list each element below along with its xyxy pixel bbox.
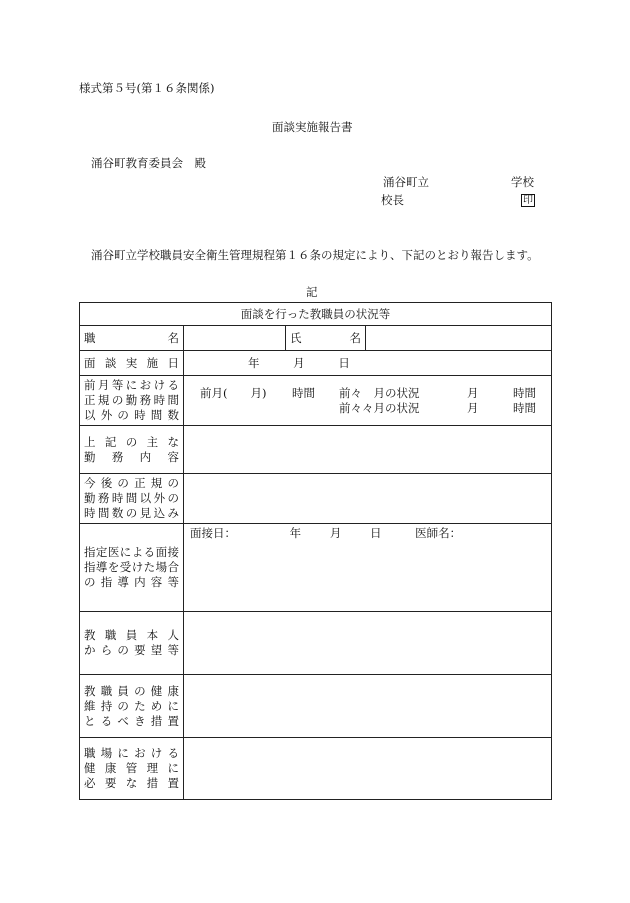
name-value[interactable] [366, 326, 552, 351]
date-row [80, 351, 552, 376]
workplace-measures-label [80, 738, 184, 800]
overtime-value[interactable] [184, 376, 552, 426]
request-label [80, 612, 184, 675]
interview-day: 日 [369, 526, 382, 540]
interview-month: 月 [329, 526, 342, 540]
workplace-measures-row [80, 738, 552, 800]
health-measures-value[interactable] [184, 675, 552, 738]
overtime-label-line2: 正規の勤務時間 [84, 393, 179, 407]
date-year: 年 [248, 355, 260, 370]
health-measures-row [80, 675, 552, 738]
school-suffix: 学校 [511, 175, 534, 189]
future-overtime-line1: 今後の正規の [84, 476, 179, 490]
interview-date-label: 面接日： [190, 526, 236, 540]
doctor-label [80, 524, 184, 612]
doctor-label-line3: の指導内容等 [84, 575, 179, 589]
ki-label: 記 [306, 285, 318, 299]
prev-month-hours: 時間 [292, 385, 315, 400]
date-month: 月 [293, 355, 305, 370]
main-duties-label [80, 426, 184, 474]
future-overtime-value[interactable] [184, 474, 552, 524]
doctor-label-line1: 指定医による面接 [84, 545, 179, 559]
health-measures-line2: 維持のために [84, 698, 179, 713]
doctor-name-label: 医師名： [415, 526, 462, 540]
section-title-row [80, 303, 552, 326]
principal-label: 校長 [381, 193, 404, 207]
request-row [80, 612, 552, 675]
overtime-row [80, 376, 552, 426]
health-measures-line3: とるべき措置 [84, 713, 179, 728]
doctor-row [80, 524, 552, 612]
interview-year: 年 [289, 526, 302, 540]
two-months-month: 月 [467, 385, 479, 400]
future-overtime-line2: 勤務時間以外の [84, 491, 179, 505]
request-line1: 教職員本人 [84, 628, 179, 642]
three-months-hours: 時間 [513, 400, 536, 415]
main-duties-line2: 勤務内容 [84, 449, 179, 464]
date-value[interactable] [184, 351, 552, 376]
main-duties-value[interactable] [184, 426, 552, 474]
prev-month: 前月( 月) [200, 385, 267, 400]
school-prefix: 涌谷町立 [383, 175, 429, 189]
three-months-ago: 前々々月の状況 [339, 400, 420, 415]
health-measures-label [80, 675, 184, 738]
name-label: 氏 名 [286, 326, 366, 351]
health-measures-line1: 教職員の健康 [84, 683, 179, 698]
doctor-label-line2: 指導を受けた場合 [84, 560, 179, 574]
future-overtime-row [80, 474, 552, 524]
job-value[interactable] [184, 326, 286, 351]
form-number: 様式第５号(第１６条関係) [79, 81, 215, 95]
date-label: 面談実施日 [80, 351, 184, 376]
job-label: 職 名 [80, 326, 184, 351]
doctor-value[interactable] [184, 524, 552, 612]
report-table [79, 302, 552, 800]
body-text: 涌谷町立学校職員安全衛生管理規程第１６条の規定により、下記のとおり報告します。 [91, 248, 539, 262]
overtime-label [80, 376, 184, 426]
future-overtime-line3: 時間数の見込み [84, 506, 179, 520]
date-day: 日 [338, 355, 350, 370]
three-months-month: 月 [467, 400, 479, 415]
request-line2: からの要望等 [84, 643, 179, 657]
section-title: 面談を行った教職員の状況等 [80, 303, 552, 326]
job-name-row [80, 326, 552, 351]
main-duties-row [80, 426, 552, 474]
addressee: 涌谷町教育委員会 殿 [91, 156, 206, 170]
request-value[interactable] [184, 612, 552, 675]
seal-mark [521, 192, 535, 207]
two-months-hours: 時間 [513, 385, 536, 400]
future-overtime-label [80, 474, 184, 524]
workplace-measures-line2: 健康管理に [84, 761, 179, 775]
workplace-measures-line3: 必要な措置 [84, 776, 179, 790]
main-duties-line1: 上記の主な [84, 434, 179, 449]
overtime-label-line3: 以外の時間数 [84, 408, 179, 422]
workplace-measures-value[interactable] [184, 738, 552, 800]
two-months-ago: 前々 月の状況 [339, 385, 420, 400]
seal-text: 印 [523, 195, 533, 206]
workplace-measures-line1: 職場における [84, 746, 179, 760]
document-title: 面談実施報告書 [272, 120, 353, 134]
overtime-label-line1: 前月等における [84, 378, 179, 392]
